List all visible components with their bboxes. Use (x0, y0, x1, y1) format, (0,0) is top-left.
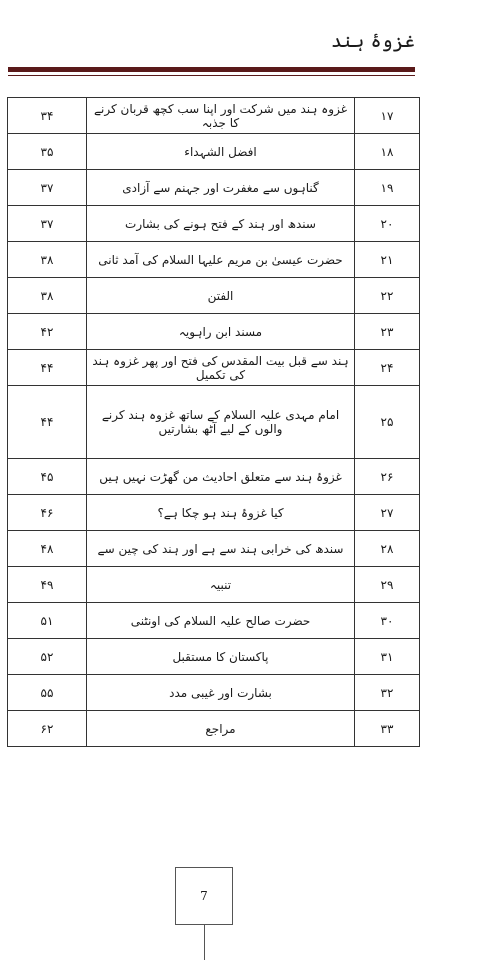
entry-page: ۴۲ (8, 314, 87, 350)
entry-page: ۵۵ (8, 675, 87, 711)
entry-title: سندھ اور ہند کے فتح ہونے کی بشارت (87, 206, 355, 242)
entry-page: ۵۱ (8, 603, 87, 639)
entry-page: ۴۴ (8, 350, 87, 386)
entry-title: بشارت اور غیبی مدد (87, 675, 355, 711)
entry-number: ۱۹ (355, 170, 420, 206)
table-row (8, 459, 420, 495)
page-header-title: غزوۂ ہند (331, 30, 415, 52)
table-row (8, 278, 420, 314)
entry-title: سندھ کی خرابی ہند سے ہے اور ہند کی چین سے (87, 531, 355, 567)
entry-title: تنبیہ (87, 567, 355, 603)
table-row (8, 386, 420, 459)
entry-title: ہند سے قبل بیت المقدس کی فتح اور پھر غزوہ ہند کی تکمیل (87, 350, 355, 386)
entry-number: ۲۶ (355, 459, 420, 495)
table-row (8, 242, 420, 278)
entry-title: امام مہدی علیہ السلام کے ساتھ غزوہ ہند کرنے والوں کے لیے آٹھ بشارتیں (87, 386, 355, 459)
page-number-stem (204, 924, 205, 960)
entry-title: افضل الشہداء (87, 134, 355, 170)
table-row (8, 639, 420, 675)
entry-number: ۲۲ (355, 278, 420, 314)
table-row (8, 98, 420, 134)
entry-number: ۲۸ (355, 531, 420, 567)
entry-number: ۳۱ (355, 639, 420, 675)
entry-page: ۴۶ (8, 495, 87, 531)
entry-number: ۲۴ (355, 350, 420, 386)
table-row (8, 603, 420, 639)
entry-page: ۴۹ (8, 567, 87, 603)
entry-page: ۳۸ (8, 242, 87, 278)
entry-title: الفتن (87, 278, 355, 314)
table-of-contents (7, 97, 420, 747)
table-row (8, 170, 420, 206)
entry-page: ۳۷ (8, 206, 87, 242)
entry-page: ۳۸ (8, 278, 87, 314)
table-row (8, 675, 420, 711)
entry-title: حضرت صالح علیہ السلام کی اونٹنی (87, 603, 355, 639)
entry-title: پاکستان کا مستقبل (87, 639, 355, 675)
entry-page: ۳۵ (8, 134, 87, 170)
entry-title: مسند ابن راہویہ (87, 314, 355, 350)
entry-number: ۲۹ (355, 567, 420, 603)
page-number-box (175, 867, 233, 925)
table-row (8, 350, 420, 386)
entry-page: ۶۲ (8, 711, 87, 747)
entry-title: کیا غزوۂ ہند ہو چکا ہے؟ (87, 495, 355, 531)
entry-page: ۴۵ (8, 459, 87, 495)
entry-number: ۲۳ (355, 314, 420, 350)
entry-title: غزوہ ہند میں شرکت اور اپنا سب کچھ قربان کرنے کا جذبہ (87, 98, 355, 134)
entry-number: ۳۳ (355, 711, 420, 747)
entry-title: مراجع (87, 711, 355, 747)
entry-title: غزوۂ ہند سے متعلق احادیث من گھڑت نہیں ہیں (87, 459, 355, 495)
entry-number: ۲۰ (355, 206, 420, 242)
header-rule-thick (8, 67, 415, 72)
entry-page: ۴۴ (8, 386, 87, 459)
table-row (8, 206, 420, 242)
table-row (8, 531, 420, 567)
entry-page: ۵۲ (8, 639, 87, 675)
entry-number: ۲۷ (355, 495, 420, 531)
entry-number: ۲۵ (355, 386, 420, 459)
entry-number: ۱۸ (355, 134, 420, 170)
table-row (8, 711, 420, 747)
entry-number: ۱۷ (355, 98, 420, 134)
entry-title: حضرت عیسیٰ بن مریم علیہا السلام کی آمد ثانی (87, 242, 355, 278)
table-row (8, 134, 420, 170)
entry-number: ۲۱ (355, 242, 420, 278)
table-row (8, 567, 420, 603)
entry-page: ۴۸ (8, 531, 87, 567)
entry-number: ۳۲ (355, 675, 420, 711)
entry-page: ۳۷ (8, 170, 87, 206)
header-rule-thin (8, 75, 415, 76)
entry-number: ۳۰ (355, 603, 420, 639)
page-number: 7 (200, 889, 208, 903)
entry-page: ۳۴ (8, 98, 87, 134)
table-row (8, 495, 420, 531)
entry-title: گناہوں سے مغفرت اور جہنم سے آزادی (87, 170, 355, 206)
table-row (8, 314, 420, 350)
